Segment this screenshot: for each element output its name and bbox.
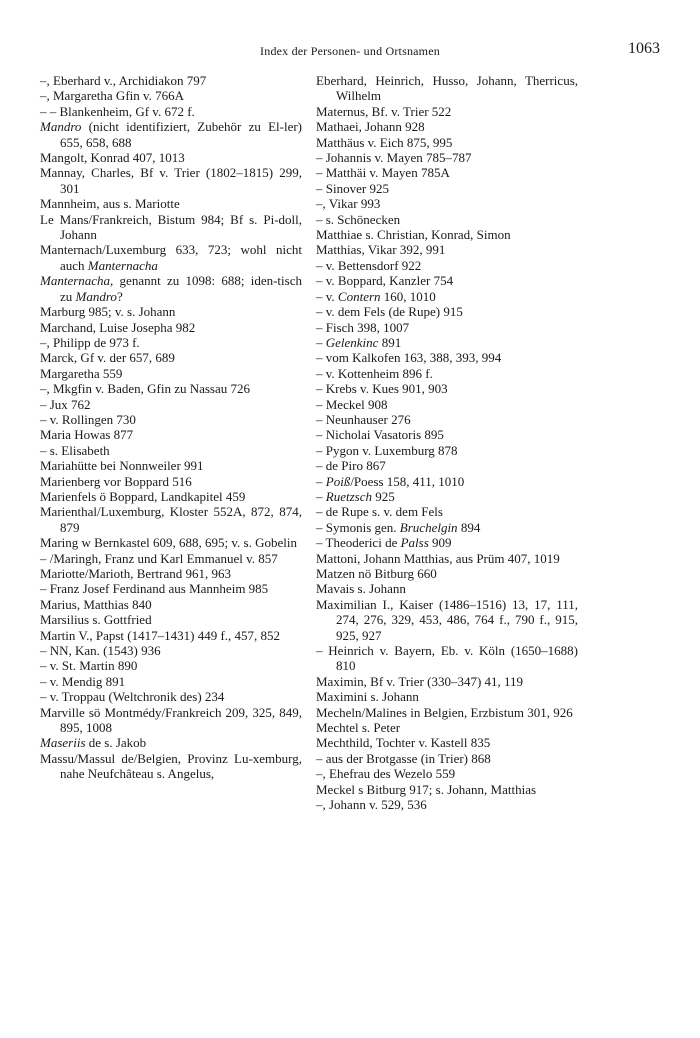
index-entry: – de Piro 867 [316,458,386,474]
index-entry: Marchand, Luise Josepha 982 [40,319,196,335]
index-entry: – v. dem Fels (de Rupe) 915 [316,304,463,320]
index-entry: – Symonis gen. Bruchelgin 894 [316,519,481,535]
index-entry: Maring w Bernkastel 609, 688, 695; v. s. Gobelin [40,535,297,551]
index-entry: Martin V., Papst (1417–1431) 449 f., 457, 852 [40,627,281,643]
index-entry: Marck, Gf v. der 657, 689 [40,350,175,366]
index-entry: – vom Kalkofen 163, 388, 393, 994 [316,350,502,366]
index-entry: Mecheln/Malines in Belgien, Erzbistum 301, 926 [316,704,573,720]
index-entry: – v. Bettensdorf 922 [316,257,422,273]
index-entry: Mathaei, Johann 928 [316,119,425,135]
index-entry: Manternacha, genannt zu 1098: 688; iden-tisch zu Mandro? [40,273,302,304]
index-entry: Maria Howas 877 [40,427,134,443]
index-entry: – – Blankenheim, Gf v. 672 f. [40,103,195,119]
index-entry: – Meckel 908 [316,396,388,412]
index-entry: – Theoderici de Palss 909 [316,535,452,551]
index-entry: –, Margaretha Gfin v. 766A [40,88,185,104]
index-entry: Maximin, Bf v. Trier (330–347) 41, 119 [316,673,524,689]
index-entry: Marienfels ö Boppard, Landkapitel 459 [40,488,246,504]
index-entry: Matthäus v. Eich 875, 995 [316,134,453,150]
index-entry: –, Mkgfin v. Baden, Gfin zu Nassau 726 [40,381,251,397]
index-entry: – s. Schönecken [316,211,401,227]
index-entry: Margaretha 559 [40,365,123,381]
index-entry: – Ruetzsch 925 [316,488,395,504]
index-entry: – Krebs v. Kues 901, 903 [316,381,448,397]
index-entry: Marville sö Montmédy/Frankreich 209, 325, 849, 895, 1008 [40,704,302,736]
index-entry: – v. Rollingen 730 [40,411,136,427]
index-entry: – NN, Kan. (1543) 936 [40,643,161,659]
index-entry: Massu/Massul de/Belgien, Provinz Lu-xemburg, nahe Neufchâteau s. Angelus, [40,750,302,782]
index-entry: – Heinrich v. Bayern, Eb. v. Köln (1650–1688) 810 [316,643,578,674]
index-entry: – v. Mendig 891 [40,673,126,689]
index-entry: Mechtel s. Peter [316,720,401,736]
index-entry: Marienthal/Luxemburg, Kloster 552A, 872, 874, 879 [40,504,302,535]
index-entry: – s. Elisabeth [40,442,110,458]
index-entry: Matzen nö Bitburg 660 [316,566,437,581]
index-entry: Maseriis de s. Jakob [40,735,147,751]
index-entry: – Jux 762 [40,396,91,412]
index-entry: Marsilius s. Gottfried [40,612,152,628]
index-entry: Meckel s Bitburg 917; s. Johann, Matthias [316,781,537,797]
index-entry: – Sinover 925 [316,180,389,196]
index-entry: – /Maringh, Franz und Karl Emmanuel v. 857 [40,550,278,566]
index-entry: Mannheim, aus s. Mariotte [40,196,180,212]
index-entry: – Franz Josef Ferdinand aus Mannheim 985 [40,581,269,597]
index-entry: – Pygon v. Luxemburg 878 [316,442,458,458]
index-entry: Mandro (nicht identifiziert, Zubehör zu El-ler) 655, 658, 688 [40,119,302,150]
index-entry: Mattoni, Johann Matthias, aus Prüm 407, 1019 [316,550,560,566]
index-entry: – Neunhauser 276 [316,411,411,427]
index-entry: Matthias, Vikar 392, 991 [316,242,446,258]
index-entry: – v. Boppard, Kanzler 754 [316,273,454,289]
index-entry: Eberhard, Heinrich, Husso, Johann, Therricus, Wilhelm [316,73,578,104]
page-number: 1063 [628,40,660,57]
index-entry: – v. Troppau (Weltchronik des) 234 [40,689,225,705]
index-entry: Maximini s. Johann [316,689,419,705]
index-entry: – Fisch 398, 1007 [316,319,410,335]
index-column-right [316,73,578,813]
index-entry: Mangolt, Konrad 407, 1013 [40,150,185,166]
index-entry: – Matthäi v. Mayen 785A [316,165,450,181]
running-head: Index der Personen- und Ortsnamen [260,44,440,58]
index-entry: – Johannis v. Mayen 785–787 [316,150,472,166]
index-entry: – de Rupe s. v. dem Fels [316,504,443,520]
index-entry: Mannay, Charles, Bf v. Trier (1802–1815) 299, 301 [40,165,302,196]
index-entry: Mechthild, Tochter v. Kastell 835 [316,735,491,751]
index-column-left [40,73,302,782]
index-entry: –, Ehefrau des Wezelo 559 [316,766,456,782]
index-entry: Mariahütte bei Nonnweiler 991 [40,458,204,474]
index-entry: –, Johann v. 529, 536 [316,797,427,813]
index-entry: –, Vikar 993 [316,196,381,212]
index-entry: – v. Contern 160, 1010 [316,288,436,304]
index-entry: Mariotte/Marioth, Bertrand 961, 963 [40,566,231,581]
index-entry: Mavais s. Johann [316,581,406,597]
index-entry: – Poiß/Poess 158, 411, 1010 [316,473,465,489]
index-entry: Marienberg vor Boppard 516 [40,473,192,489]
index-entry: Marius, Matthias 840 [40,596,152,612]
index-entry: Maximilian I., Kaiser (1486–1516) 13, 17, 111, 274, 276, 329, 453, 486, 764 f., 790 f., 915, 925, 927 [316,596,578,643]
index-entry: – v. St. Martin 890 [40,658,138,674]
index-entry: Matthiae s. Christian, Konrad, Simon [316,227,511,243]
index-entry: – v. Kottenheim 896 f. [316,365,433,381]
page-header [40,40,660,64]
index-entry: – aus der Brotgasse (in Trier) 868 [316,750,491,766]
index-entry: – Nicholai Vasatoris 895 [316,427,444,443]
index-entry: Marburg 985; v. s. Johann [40,304,176,320]
index-entry: Maternus, Bf. v. Trier 522 [316,103,452,119]
index-entry: Le Mans/Frankreich, Bistum 984; Bf s. Pi-doll, Johann [40,211,302,243]
index-entry: – Gelenkinc 891 [316,334,402,350]
index-entry: Manternach/Luxemburg 633, 723; wohl nicht auch Manternacha [40,242,302,273]
index-entry: –, Philipp de 973 f. [40,334,140,350]
index-entry: –, Eberhard v., Archidiakon 797 [40,73,207,88]
